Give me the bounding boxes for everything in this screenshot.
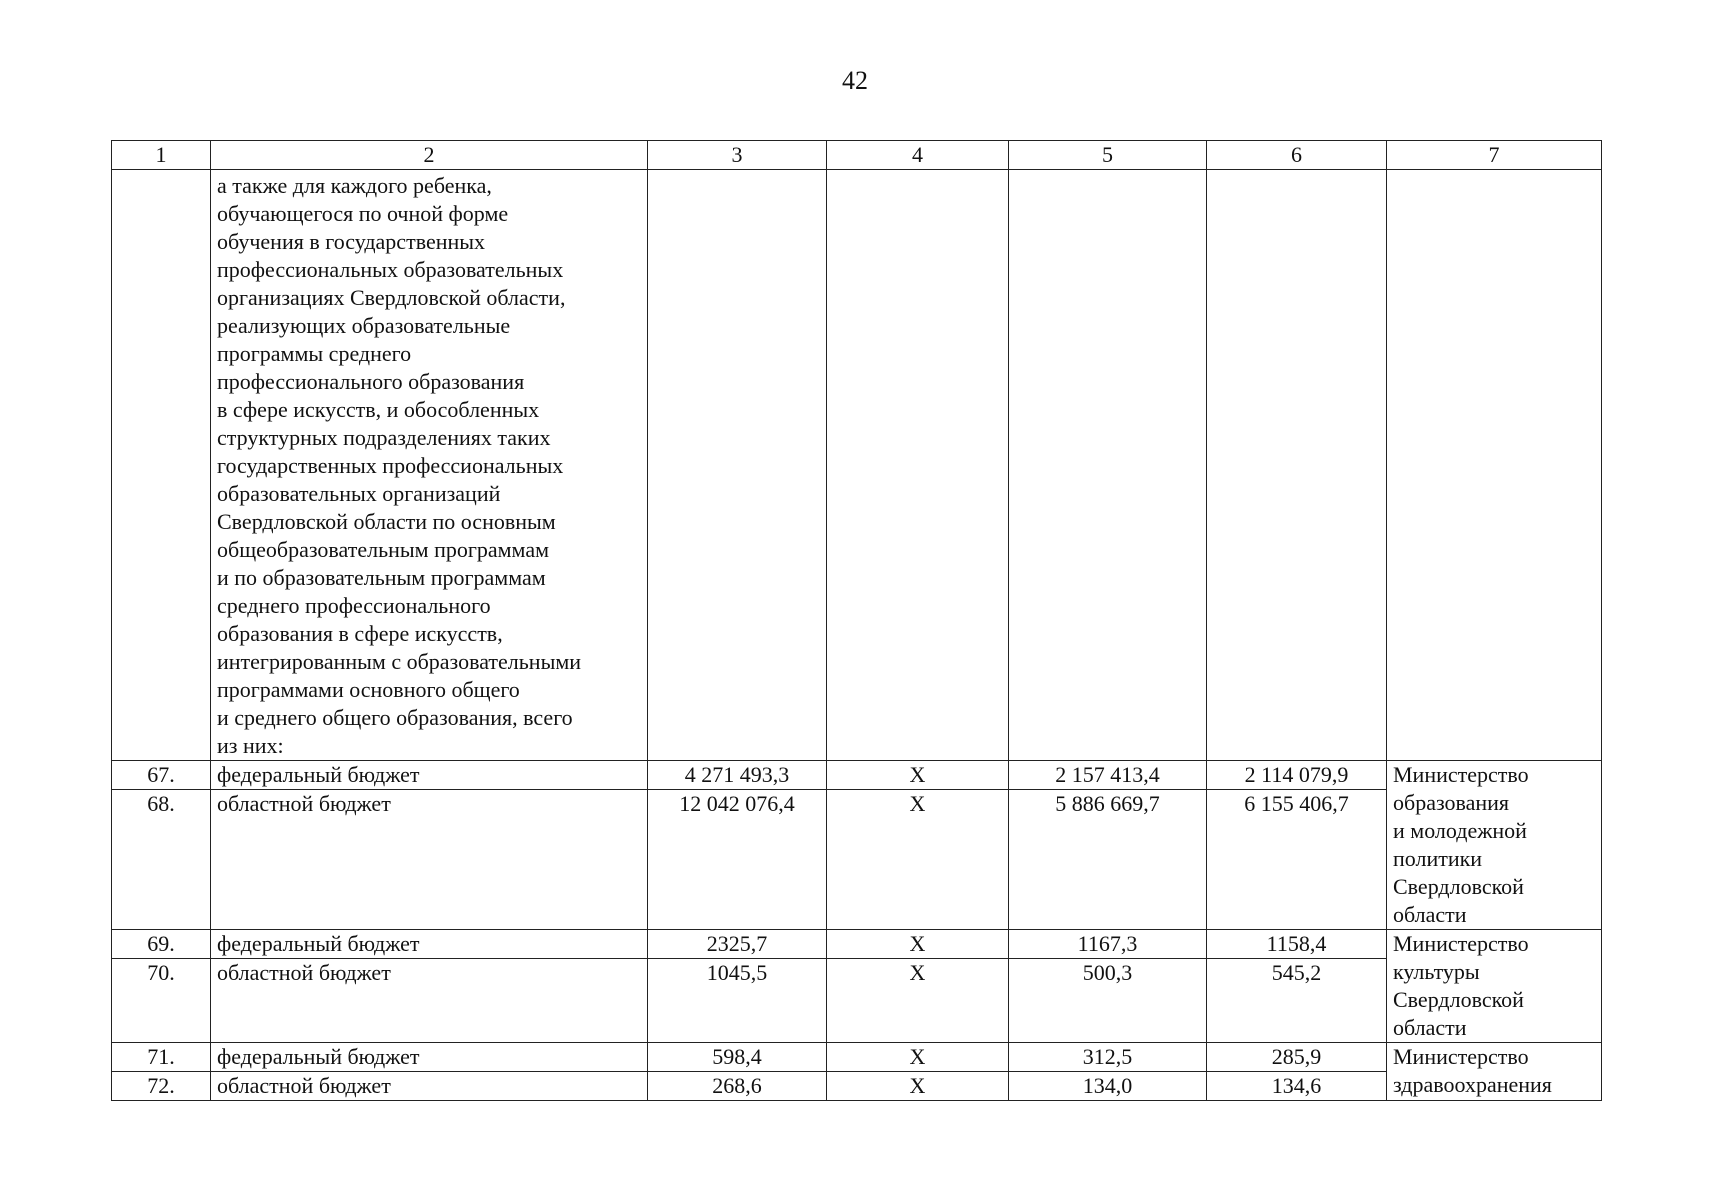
- value-col5: 134,0: [1009, 1072, 1207, 1101]
- executor-line: Свердловской: [1393, 987, 1524, 1012]
- table-row: [112, 959, 1602, 1043]
- value-col6: 545,2: [1207, 959, 1387, 1043]
- value-col5: 2 157 413,4: [1009, 761, 1207, 790]
- empty-cell: [1387, 170, 1602, 761]
- budget-source: федеральный бюджет: [211, 1043, 648, 1072]
- executor-line: Министерство: [1393, 762, 1529, 787]
- column-header: 6: [1207, 141, 1387, 170]
- value-col4: X: [827, 959, 1009, 1043]
- executor-line: политики: [1393, 846, 1483, 871]
- description-cell: [211, 170, 648, 761]
- budget-source: областной бюджет: [211, 790, 648, 930]
- column-header: 4: [827, 141, 1009, 170]
- value-col6: 134,6: [1207, 1072, 1387, 1101]
- value-total: 268,6: [648, 1072, 827, 1101]
- description-line: интегрированным с образовательными: [217, 649, 582, 674]
- description-line: программами основного общего: [217, 677, 520, 702]
- description-line: Свердловской области по основным: [217, 509, 556, 534]
- description-line: среднего профессионального: [217, 593, 491, 618]
- executor-line: Министерство: [1393, 1044, 1529, 1069]
- value-col5: 312,5: [1009, 1043, 1207, 1072]
- column-header: 3: [648, 141, 827, 170]
- description-line: программы среднего: [217, 341, 412, 366]
- executor-line: Министерство: [1393, 931, 1529, 956]
- executor-line: культуры: [1393, 959, 1480, 984]
- value-col4: X: [827, 930, 1009, 959]
- description-line: образовательных организаций: [217, 481, 501, 506]
- value-col6: 285,9: [1207, 1043, 1387, 1072]
- description-line: общеобразовательным программам: [217, 537, 550, 562]
- row-number: 70.: [112, 959, 211, 1043]
- value-col4: X: [827, 761, 1009, 790]
- empty-cell: [1009, 170, 1207, 761]
- description-line: структурных подразделениях таких: [217, 425, 551, 450]
- budget-table: [111, 140, 1602, 1101]
- value-total: 2325,7: [648, 930, 827, 959]
- value-total: 12 042 076,4: [648, 790, 827, 930]
- row-number: 68.: [112, 790, 211, 930]
- executor-line: образования: [1393, 790, 1510, 815]
- description-line: профессионального образования: [217, 369, 525, 394]
- value-col6: 1158,4: [1207, 930, 1387, 959]
- executor-cell: [1387, 1043, 1602, 1101]
- row-number: 67.: [112, 761, 211, 790]
- column-header: 2: [211, 141, 648, 170]
- budget-source: областной бюджет: [211, 959, 648, 1043]
- executor-line: и молодежной: [1393, 818, 1527, 843]
- empty-cell: [1207, 170, 1387, 761]
- executor-line: области: [1393, 1015, 1467, 1040]
- value-col5: 500,3: [1009, 959, 1207, 1043]
- table-row: [112, 761, 1602, 790]
- empty-cell: [112, 170, 211, 761]
- page-number: 42: [842, 66, 868, 95]
- description-line: а также для каждого ребенка,: [217, 173, 492, 198]
- value-col5: 1167,3: [1009, 930, 1207, 959]
- description-line: профессиональных образовательных: [217, 257, 564, 282]
- table-row: [112, 930, 1602, 959]
- value-total: 598,4: [648, 1043, 827, 1072]
- description-line: организациях Свердловской области,: [217, 285, 566, 310]
- row-number: 69.: [112, 930, 211, 959]
- budget-source: федеральный бюджет: [211, 761, 648, 790]
- column-header: 7: [1387, 141, 1602, 170]
- column-number-row: [112, 141, 1602, 170]
- empty-cell: [827, 170, 1009, 761]
- executor-line: области: [1393, 902, 1467, 927]
- description-line: обучения в государственных: [217, 229, 486, 254]
- budget-source: областной бюджет: [211, 1072, 648, 1101]
- value-col4: X: [827, 1043, 1009, 1072]
- table-row: [112, 1072, 1602, 1101]
- description-line: и по образовательным программам: [217, 565, 546, 590]
- description-line: обучающегося по очной форме: [217, 201, 509, 226]
- value-col6: 6 155 406,7: [1207, 790, 1387, 930]
- value-total: 4 271 493,3: [648, 761, 827, 790]
- executor-cell: [1387, 930, 1602, 1043]
- value-col5: 5 886 669,7: [1009, 790, 1207, 930]
- description-row: [112, 170, 1602, 761]
- column-header: 1: [112, 141, 211, 170]
- row-number: 71.: [112, 1043, 211, 1072]
- value-col4: X: [827, 1072, 1009, 1101]
- description-line: государственных профессиональных: [217, 453, 564, 478]
- executor-line: здравоохранения: [1393, 1072, 1552, 1097]
- table-row: [112, 1043, 1602, 1072]
- column-header: 5: [1009, 141, 1207, 170]
- row-number: 72.: [112, 1072, 211, 1101]
- value-col6: 2 114 079,9: [1207, 761, 1387, 790]
- table-row: [112, 790, 1602, 930]
- description-line: реализующих образовательные: [217, 313, 511, 338]
- value-total: 1045,5: [648, 959, 827, 1043]
- executor-cell: [1387, 761, 1602, 930]
- value-col4: X: [827, 790, 1009, 930]
- description-line: в сфере искусств, и обособленных: [217, 397, 540, 422]
- description-line: образования в сфере искусств,: [217, 621, 503, 646]
- budget-source: федеральный бюджет: [211, 930, 648, 959]
- executor-line: Свердловской: [1393, 874, 1524, 899]
- description-line: и среднего общего образования, всего: [217, 705, 573, 730]
- empty-cell: [648, 170, 827, 761]
- description-line: из них:: [217, 733, 284, 758]
